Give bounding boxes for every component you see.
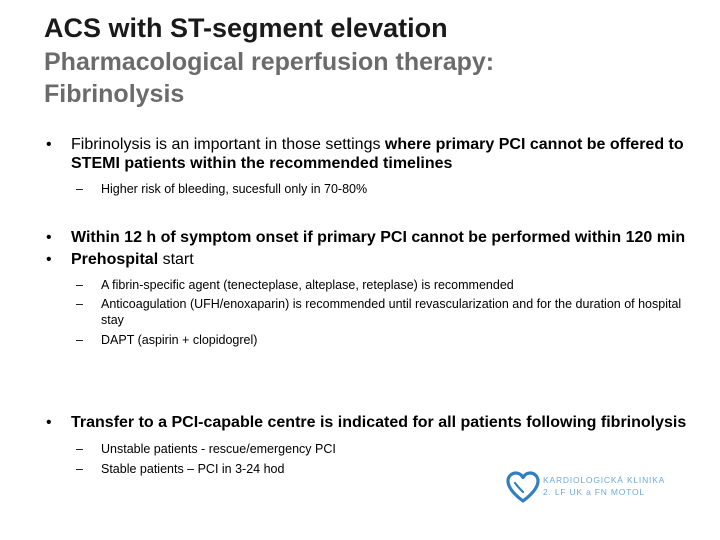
heart-logo-icon (505, 470, 541, 506)
sub-bullet-text: Unstable patients - rescue/emergency PCI (101, 442, 336, 456)
slide-subtitle-line2: Fibrinolysis (44, 80, 185, 108)
bullet-dot: • (46, 251, 52, 268)
sub-bullet-item (76, 277, 696, 293)
title-block (44, 10, 684, 110)
bullet-item (46, 135, 696, 173)
bullet-text-bold: Within 12 h of symptom onset if primary PCI cannot be performed within 120 min (71, 229, 686, 246)
bullet-dot: • (46, 229, 52, 246)
sub-bullet-text: DAPT (aspirin + clopidogrel) (101, 333, 258, 347)
sub-bullet-item (76, 441, 696, 457)
logo-line-1: KARDIOLOGICKÁ KLINIKA (543, 475, 666, 485)
sub-bullet-item (76, 332, 696, 348)
sub-bullet-dash: – (76, 278, 83, 292)
sub-bullet-dash: – (76, 442, 83, 456)
sub-bullet-text: Anticoagulation (UFH/enoxaparin) is recommended until revascularization and for the duration of hospital stay (101, 297, 682, 327)
logo-line-2: 2. LF UK a FN MOTOL (543, 487, 645, 497)
bullet-text-bold: where primary PCI cannot be offered to STEMI patients within the recommended timelines (71, 136, 684, 172)
bullet-item (46, 413, 696, 432)
sub-bullet-item (76, 181, 696, 197)
bullet-text-bold: Transfer to a PCI-capable centre is indicated for all patients following fibrinolysis (71, 414, 687, 431)
sub-bullet-text: Stable patients – PCI in 3-24 hod (101, 462, 285, 476)
bullet-item (46, 250, 696, 269)
slide-subtitle-line1: Pharmacological reperfusion therapy: (44, 48, 495, 76)
bullet-group-2 (46, 228, 696, 348)
bullet-dot: • (46, 414, 52, 431)
sub-bullet-dash: – (76, 182, 83, 196)
sub-bullet-item (76, 296, 696, 328)
sub-bullet-text: A fibrin-specific agent (tenecteplase, alteplase, reteplase) is recommended (101, 278, 514, 292)
bullet-dot: • (46, 136, 52, 153)
bullet-text-bold: Prehospital (71, 251, 163, 268)
sub-bullet-dash: – (76, 462, 83, 476)
bullet-group-1 (46, 135, 696, 197)
sub-bullet-dash: – (76, 333, 83, 347)
bullet-item (46, 228, 696, 247)
slide-title: ACS with ST-segment elevation (44, 13, 448, 43)
sub-bullet-text: Higher risk of bleeding, sucesfull only in 70-80% (101, 182, 368, 196)
logo-text (543, 474, 665, 498)
bullet-text-plain: start (162, 251, 194, 268)
clinic-logo (503, 466, 703, 526)
bullet-text-plain: Fibrinolysis is an important in those settings (71, 136, 385, 153)
sub-bullet-dash: – (76, 297, 83, 311)
